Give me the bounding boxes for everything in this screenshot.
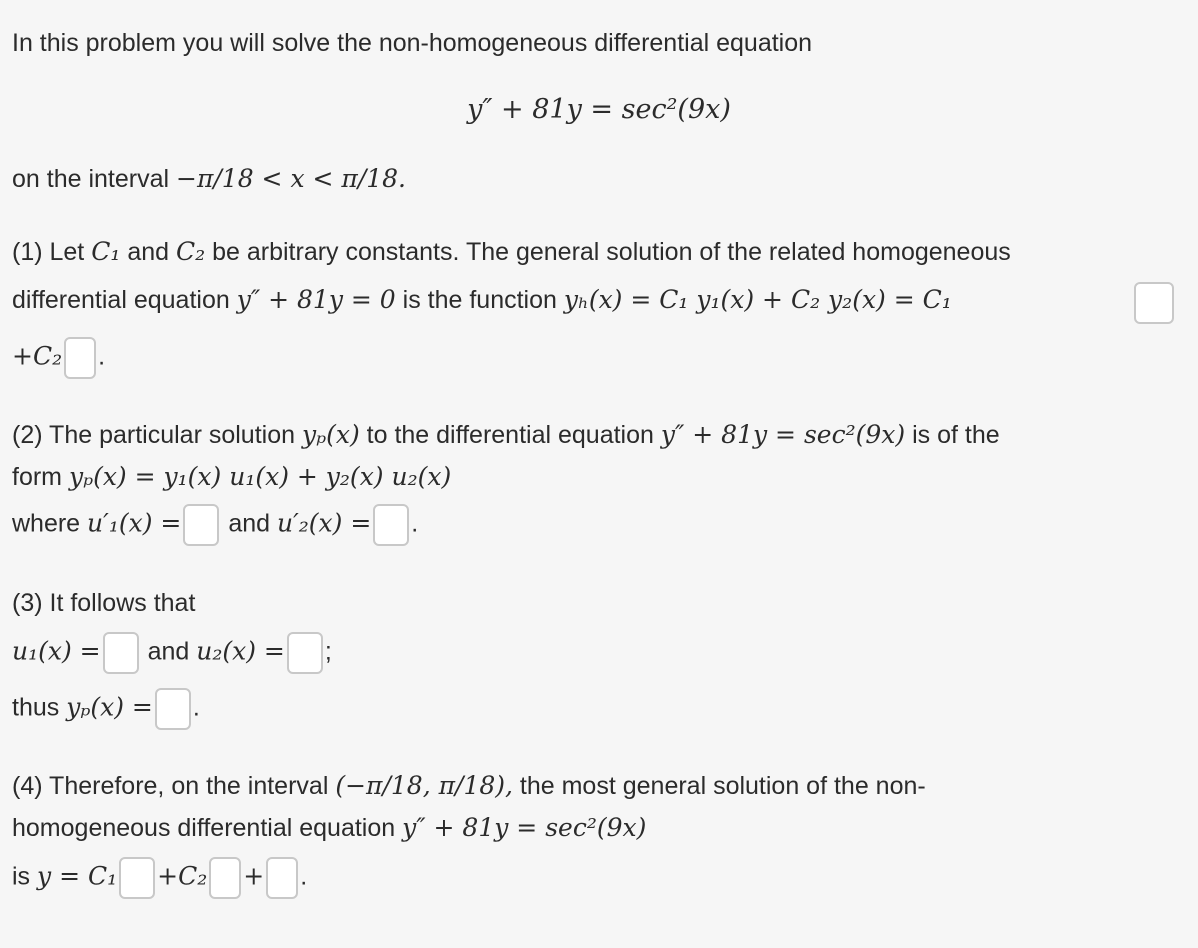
semicolon: ; [324,637,332,666]
c1-symbol: C₁ [91,237,121,266]
general-yp-answer-box[interactable] [266,857,298,899]
general-y2-answer-box[interactable] [209,857,241,899]
part2-line3 [12,504,418,546]
interval-math: −π/18 < x < π/18. [176,164,407,193]
intro-sentence: In this problem you will solve the non-homogeneous differential equation [12,29,813,57]
part1-line1 [12,235,1011,269]
interval-line [12,162,406,196]
y2-answer-box[interactable] [64,337,96,379]
u2-expression: u₂(x) = [196,636,285,666]
part3-line1 [12,586,195,620]
thus-label: thus [12,693,60,722]
plus-sign: + [243,861,265,891]
part2-text-c: is of the [912,421,1000,449]
part2-text-a: (2) The particular solution [12,421,296,449]
c2-symbol: C₂ [176,237,206,266]
part3-line3 [12,688,200,730]
is-label: is [12,862,31,891]
part4-interval: (−π/18, π/18), [335,771,513,800]
part4-line2 [12,811,646,845]
part1-text-a: be arbitrary constants. The general solution of the related homogeneous [212,238,1011,266]
main-equation [0,92,1198,128]
general-y1-answer-box[interactable] [119,857,155,899]
yp-symbol: yₚ(x) [301,420,360,449]
general-solution-expression: y = C₁ [37,861,118,891]
part1-line3 [12,337,105,379]
u1-prime: u′₁(x) = [87,508,182,538]
homogeneous-equation: y″ + 81y = 0 [236,285,396,314]
form-expression: yₚ(x) = y₁(x) u₁(x) + y₂(x) u₂(x) [68,462,452,491]
part3-text: (3) It follows that [12,589,196,617]
u1-answer-box[interactable] [103,632,139,674]
and-text: and [147,637,190,666]
u2-answer-box[interactable] [287,632,323,674]
yh-expression: yₕ(x) = C₁ y₁(x) + C₂ y₂(x) = C₁ [563,285,952,314]
part3-line2 [12,632,332,674]
part4-line3 [12,857,307,899]
period: . [98,342,106,371]
part4-text-c: homogeneous differential equation [12,814,396,842]
yp-answer-box[interactable] [155,688,191,730]
part2-equation: y″ + 81y = sec²(9x) [660,420,906,449]
part1-text-c: is the function [402,286,557,314]
y1-answer-box[interactable] [1134,282,1174,324]
form-label: form [12,463,62,491]
part2-line2 [12,460,451,494]
interval-label: on the interval [12,165,170,193]
part4-line1 [12,769,926,803]
period: . [411,509,419,538]
part4-equation: y″ + 81y = sec²(9x) [402,813,647,842]
where-label: where [12,509,81,538]
period: . [192,693,200,722]
and-text: and [127,238,170,266]
part1-label: (1) Let [12,238,85,266]
intro-text [12,26,812,60]
u1-prime-answer-box[interactable] [183,504,219,546]
equation-text: y″ + 81y = sec²(9x) [467,94,731,125]
part1-text-b: differential equation [12,286,230,314]
period: . [300,862,308,891]
part4-text-a: (4) Therefore, on the interval [12,772,329,800]
and-text: and [228,509,271,538]
u2-prime: u′₂(x) = [276,508,372,538]
plus-c2: +C₂ [12,341,63,371]
u1-expression: u₁(x) = [12,636,101,666]
part4-text-b: the most general solution of the non- [519,772,926,800]
u2-prime-answer-box[interactable] [373,504,409,546]
yp-expression: yₚ(x) = [66,692,153,722]
plus-c2: +C₂ [157,861,208,891]
part2-line1 [12,418,1000,452]
part1-line2 [12,283,952,317]
part2-text-b: to the differential equation [366,421,654,449]
